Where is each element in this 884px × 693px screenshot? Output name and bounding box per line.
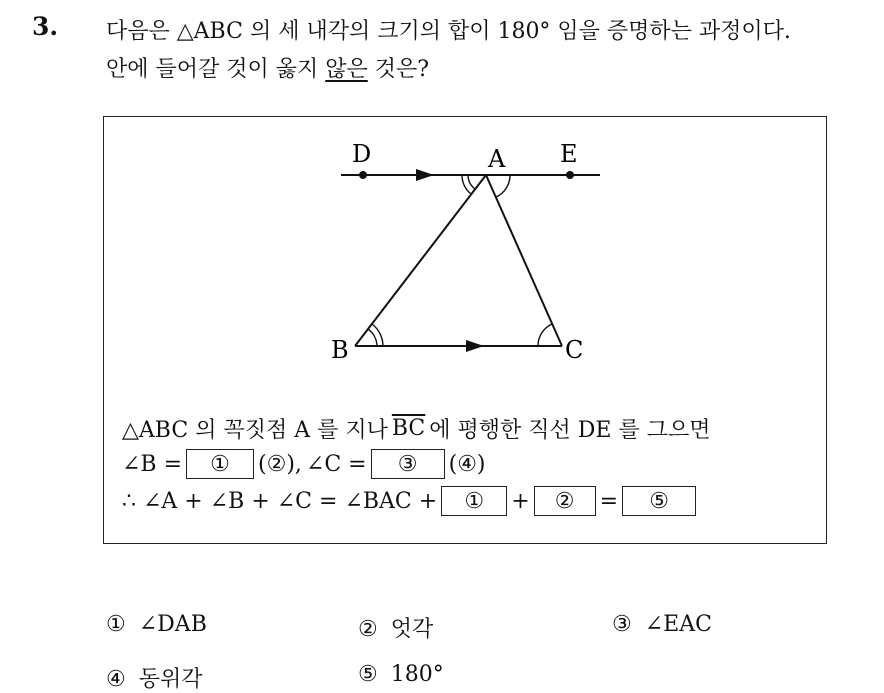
blank-box-5: ⑤ (622, 486, 696, 516)
label-e: E (560, 140, 578, 168)
proof-line1-b: 에 평행한 직선 DE 를 그으면 (429, 418, 711, 443)
label-d: D (352, 140, 372, 168)
question-text-underlined: 않은 (325, 57, 368, 82)
blank-box-3: ③ (371, 449, 445, 479)
blank-box-2: ② (534, 486, 596, 516)
label-a: A (488, 145, 506, 173)
angle-b-eq: ∠B = (122, 451, 183, 477)
blank-box-1: ① (186, 449, 254, 479)
parallel-arrow-bc (466, 340, 484, 352)
choice-4-mark: ④ (106, 667, 126, 692)
angle-arc-dab-inner (468, 175, 475, 189)
proof-line1-a: △ABC 의 꼭짓점 A 를 지나 (122, 418, 388, 443)
blank-box-1-repeat: ① (441, 486, 507, 516)
label-c: C (565, 336, 584, 364)
point-d (359, 171, 367, 179)
equals-sign: = (599, 488, 619, 514)
angle-arc-eac (496, 175, 510, 197)
choice-1-text: ∠DAB (138, 612, 207, 637)
segment-bc: $\overline{BC}$ (391, 416, 426, 441)
question-text-line1: 다음은 △ABC 의 세 내각의 크기의 합이 180° 임을 증명하는 과정이다. (106, 19, 791, 44)
blank-paren-2: (②), (258, 451, 302, 477)
choice-5-mark: ⑤ (358, 662, 378, 687)
question-number: 3. (32, 12, 59, 41)
choice-3[interactable] (612, 612, 712, 637)
parallel-arrow-de (416, 169, 434, 181)
label-b: B (331, 336, 349, 364)
angle-arc-b-inner (368, 329, 377, 346)
question-text-before: 안에 들어갈 것이 옳지 (106, 57, 319, 82)
triangle-figure (104, 117, 828, 407)
proof-line-2 (122, 449, 486, 479)
proof-line-1 (122, 413, 710, 444)
plus-sign: + (511, 488, 530, 514)
angle-arc-c (538, 324, 552, 346)
question-text-line2 (106, 52, 429, 83)
proof-line-3 (122, 486, 700, 516)
blank-paren-4: (④) (448, 451, 486, 477)
choice-2[interactable] (358, 612, 433, 643)
point-e (566, 171, 574, 179)
choice-3-text: ∠EAC (644, 612, 712, 637)
choice-4-text: 동위각 (138, 667, 203, 692)
angle-c-eq: ∠C = (305, 451, 367, 477)
question-text-after: 것은? (374, 57, 430, 82)
choice-2-mark: ② (358, 617, 378, 642)
choice-5[interactable] (358, 662, 444, 687)
choice-1-mark: ① (106, 612, 126, 637)
side-ab (355, 175, 486, 346)
conclusion-prefix: ∴ ∠A + ∠B + ∠C = ∠BAC + (122, 488, 438, 514)
proof-panel (103, 116, 827, 544)
side-ac (486, 175, 562, 346)
choice-1[interactable] (106, 612, 207, 637)
choice-3-mark: ③ (612, 612, 632, 637)
angle-arc-dab-outer (462, 175, 471, 194)
choice-4[interactable] (106, 662, 203, 693)
choice-2-text: 엇각 (390, 617, 434, 642)
choice-5-text: 180° (390, 662, 444, 687)
